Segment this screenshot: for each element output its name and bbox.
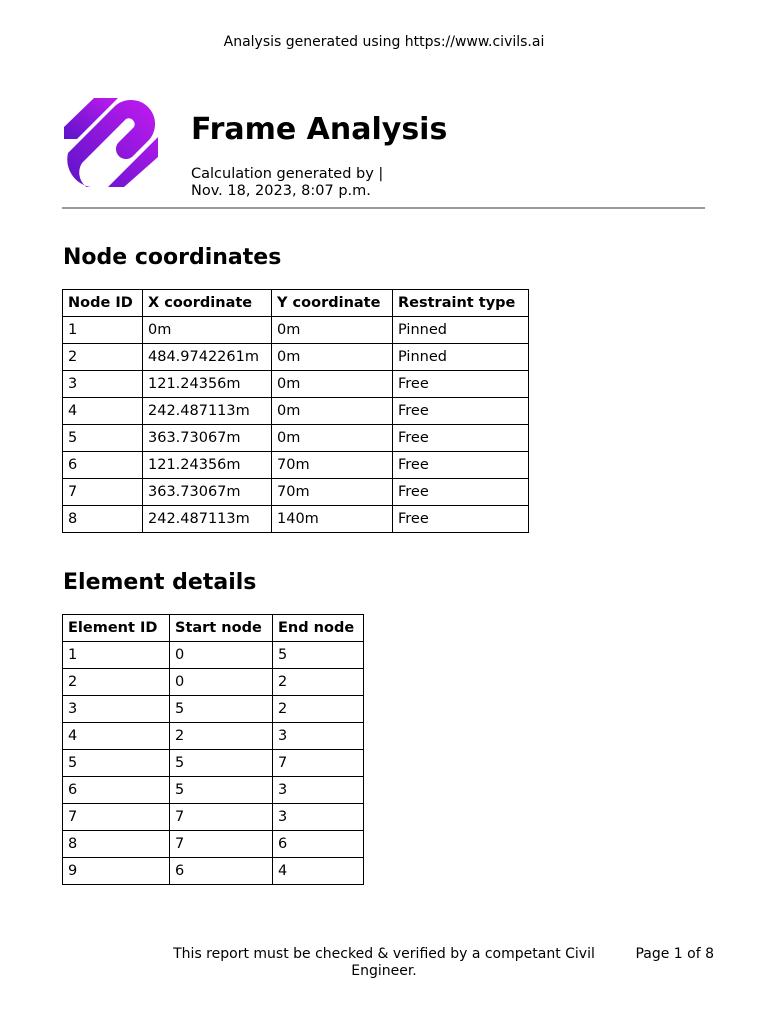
table-cell: 7 (273, 750, 364, 777)
table-cell: 5 (170, 696, 273, 723)
header-divider (62, 207, 705, 209)
column-header: Y coordinate (272, 290, 393, 317)
table-cell: 9 (63, 858, 170, 885)
table-cell: 6 (63, 777, 170, 804)
element-details-table (62, 614, 364, 885)
document-title: Frame Analysis (191, 112, 448, 147)
table-row (63, 696, 364, 723)
table-cell: 1 (63, 642, 170, 669)
table-cell: Free (393, 371, 529, 398)
table-cell: 0m (272, 371, 393, 398)
table-cell: Free (393, 506, 529, 533)
table-row (63, 723, 364, 750)
table-cell: 5 (63, 425, 143, 452)
table-cell: 7 (170, 831, 273, 858)
column-header: End node (273, 615, 364, 642)
table-cell: 3 (63, 696, 170, 723)
table-cell: 5 (170, 777, 273, 804)
table-header-row (63, 615, 364, 642)
table-cell: 3 (273, 804, 364, 831)
table-cell: 1 (63, 317, 143, 344)
table-row (63, 506, 529, 533)
table-row (63, 317, 529, 344)
table-cell: 121.24356m (143, 371, 272, 398)
table-cell: 0m (272, 425, 393, 452)
table-cell: 6 (273, 831, 364, 858)
table-cell: 8 (63, 831, 170, 858)
table-cell: 4 (63, 723, 170, 750)
table-cell: 484.9742261m (143, 344, 272, 371)
table-row (63, 425, 529, 452)
table-cell: 363.73067m (143, 425, 272, 452)
table-cell: 70m (272, 479, 393, 506)
node-coordinates-table (62, 289, 529, 533)
column-header: Restraint type (393, 290, 529, 317)
table-cell: 140m (272, 506, 393, 533)
calculation-date: Nov. 18, 2023, 8:07 p.m. (191, 183, 371, 199)
table-cell: Free (393, 398, 529, 425)
column-header: Element ID (63, 615, 170, 642)
table-cell: 2 (170, 723, 273, 750)
table-row (63, 777, 364, 804)
table-cell: Free (393, 425, 529, 452)
table-cell: 0m (272, 344, 393, 371)
table-cell: 7 (63, 804, 170, 831)
table-cell: 7 (170, 804, 273, 831)
table-cell: 363.73067m (143, 479, 272, 506)
table-cell: 121.24356m (143, 452, 272, 479)
table-cell: 2 (63, 669, 170, 696)
table-cell: 0m (272, 317, 393, 344)
table-row (63, 804, 364, 831)
table-cell: 4 (273, 858, 364, 885)
table-row (63, 831, 364, 858)
table-cell: 2 (63, 344, 143, 371)
header-note: Analysis generated using https://www.civils.ai (223, 34, 545, 50)
civils-ai-logo-icon (62, 93, 160, 187)
page-number: Page 1 of 8 (635, 946, 714, 962)
table-cell: 242.487113m (143, 398, 272, 425)
table-row (63, 642, 364, 669)
table-row (63, 858, 364, 885)
table-cell: 8 (63, 506, 143, 533)
table-cell: 6 (170, 858, 273, 885)
table-cell: 3 (63, 371, 143, 398)
table-cell: Pinned (393, 317, 529, 344)
table-header-row (63, 290, 529, 317)
table-row (63, 479, 529, 506)
table-cell: Pinned (393, 344, 529, 371)
table-row (63, 750, 364, 777)
table-row (63, 398, 529, 425)
table-cell: 7 (63, 479, 143, 506)
table-cell: 6 (63, 452, 143, 479)
table-cell: Free (393, 479, 529, 506)
table-cell: 3 (273, 723, 364, 750)
column-header: Start node (170, 615, 273, 642)
table-cell: 70m (272, 452, 393, 479)
footer-disclaimer: This report must be checked & verified by a competant Civil Engineer. (173, 946, 595, 979)
table-cell: 2 (273, 669, 364, 696)
table-cell: 0m (272, 398, 393, 425)
table-cell: 0 (170, 642, 273, 669)
table-cell: 3 (273, 777, 364, 804)
table-cell: 242.487113m (143, 506, 272, 533)
column-header: X coordinate (143, 290, 272, 317)
calculation-author-line: Calculation generated by | (191, 166, 384, 182)
table-row (63, 669, 364, 696)
table-row (63, 452, 529, 479)
table-cell: 2 (273, 696, 364, 723)
calculation-info (191, 166, 383, 200)
table-cell: 4 (63, 398, 143, 425)
table-cell: 5 (63, 750, 170, 777)
column-header: Node ID (63, 290, 143, 317)
table-cell: Free (393, 452, 529, 479)
element-details-heading: Element details (63, 570, 257, 595)
node-coordinates-heading: Node coordinates (63, 245, 282, 270)
table-cell: 0 (170, 669, 273, 696)
table-cell: 0m (143, 317, 272, 344)
table-cell: 5 (273, 642, 364, 669)
table-row (63, 344, 529, 371)
table-row (63, 371, 529, 398)
table-cell: 5 (170, 750, 273, 777)
